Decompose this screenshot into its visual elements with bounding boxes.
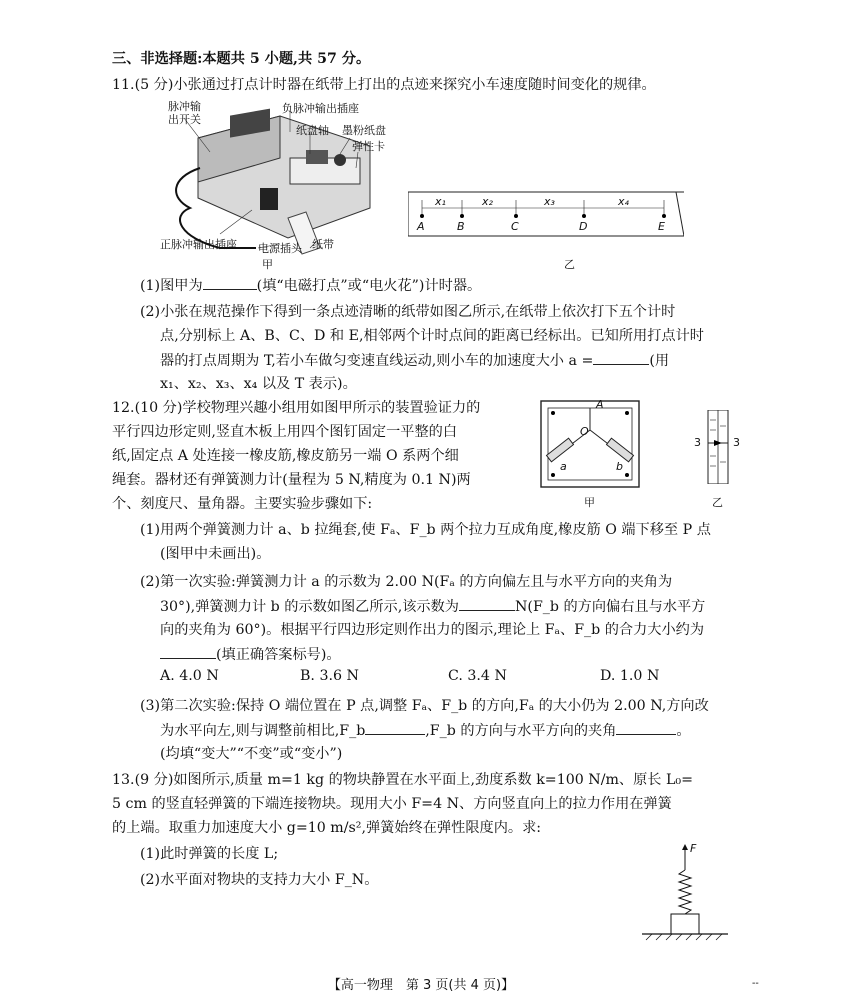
tape-dot-B: [460, 214, 464, 218]
q11-part2-line2: 点,分别标上 A、B、C、D 和 E,相邻两个计时点间的距离已经标出。已知所用打点计时: [160, 328, 704, 344]
q12-step1-line2: (图甲中未画出)。: [160, 546, 271, 562]
q13-part2: (2)水平面对物块的支持力大小 F_N。: [140, 872, 379, 888]
label-disc-axle: 纸盘轴: [296, 124, 329, 137]
label-paper-tape: 纸带: [312, 238, 334, 251]
label-pulse-switch: 脉冲输出开关: [168, 100, 201, 126]
q12-step3-line2: 为水平向左,则与调整前相比,F_b ,F_b 的方向与水平方向的夹角 。: [160, 720, 691, 741]
q11-part2-line4: x₁、x₂、x₃、x₄ 以及 T 表示)。: [160, 376, 357, 392]
q11-part2-line3: 器的打点周期为 T,若小车做匀变速直线运动,则小车的加速度大小 a = (用: [160, 350, 669, 371]
q13-line2: 5 cm 的竖直轻弹簧的下端连接物块。现用大小 F=4 N、方向竖直向上的拉力作用在弹簧: [112, 796, 672, 812]
corner-mark: --: [752, 978, 759, 989]
scale-mark-right: 3: [733, 436, 740, 449]
q12-line5: 个、刻度尺、量角器。主要实验步骤如下:: [112, 496, 373, 512]
q12-step2-line2: 30°),弹簧测力计 b 的示数如图乙所示,该示数为 N(F_b 的方向偏右且与水平方: [160, 596, 705, 617]
figure-caption-q12-yi: 乙: [712, 496, 723, 509]
q13-spring-figure: [640, 842, 730, 946]
q12-step3-line3: (均填“变大”“不变”或“变小”): [160, 746, 343, 762]
q12-step1-line1: (1)用两个弹簧测力计 a、b 拉绳套,使 Fₐ、F_b 两个拉力互成角度,橡皮筋 O 端下移至 P 点: [140, 522, 711, 538]
gap-x2: x₂: [482, 195, 493, 208]
tape-dot-C: [514, 214, 518, 218]
q12-option-b: B. 3.6 N: [300, 668, 359, 684]
gap-x3: x₃: [544, 195, 555, 208]
tape-dot-E: [662, 214, 666, 218]
tape-dot-D: [582, 214, 586, 218]
q12-step2-line4: (填正确答案标号)。: [160, 644, 341, 665]
q13-part1: (1)此时弹簧的长度 L;: [140, 846, 279, 862]
q13-line3: 的上端。取重力加速度大小 g=10 m/s²,弹簧始终在弹性限度内。求:: [112, 820, 542, 836]
q12-figure-yi: [706, 410, 730, 484]
q12-step2-line1: (2)第一次实验:弹簧测力计 a 的示数为 2.00 N(Fₐ 的方向偏左且与水平方向的夹角为: [140, 574, 673, 590]
q11-part1: (1)图甲为 (填“电磁打点”或“电火花”)计时器。: [140, 275, 481, 296]
board-label-a: a: [560, 460, 567, 473]
q13-line1: 13.(9 分)如图所示,质量 m=1 kg 的物块静置在水平面上,劲度系数 k=100 N/m、原长 L₀=: [112, 772, 694, 788]
q12-line1: 12.(10 分)学校物理兴趣小组用如图甲所示的装置验证力的: [112, 400, 481, 416]
q12-line4: 绳套。器材还有弹簧测力计(量程为 5 N,精度为 0.1 N)两: [112, 472, 471, 488]
scale-mark-left: 3: [694, 436, 701, 449]
label-pos-socket: 正脉冲输出插座: [160, 238, 237, 251]
label-neg-socket: 负脉冲输出插座: [282, 102, 359, 115]
point-label-A: A: [417, 220, 425, 233]
q12-option-c: C. 3.4 N: [448, 668, 507, 684]
board-label-O: O: [580, 425, 589, 438]
board-label-A: A: [596, 398, 604, 411]
q11-stem: 11.(5 分)小张通过打点计时器在纸带上打出的点迹来探究小车速度随时间变化的规律。: [112, 77, 656, 93]
label-ink-disc: 墨粉纸盘: [342, 124, 386, 137]
figure-caption-q12-jia: 甲: [584, 496, 595, 509]
gap-x4: x₄: [618, 195, 629, 208]
label-elastic-clip: 弹性卡: [352, 140, 385, 153]
q12-step2-line3: 向的夹角为 60°)。根据平行四边形定则作出力的图示,理论上 Fₐ、F_b 的合力大小约为: [160, 622, 705, 638]
q12-figure-jia: [540, 400, 640, 488]
q12-line3: 纸,固定点 A 处连接一橡皮筋,橡皮筋另一端 O 系两个细: [112, 448, 459, 464]
q11-part2-line1: (2)小张在规范操作下得到一条点迹清晰的纸带如图乙所示,在纸带上依次打下五个计时: [140, 304, 676, 320]
gap-x1: x₁: [435, 195, 446, 208]
figure-caption-yi: 乙: [564, 258, 575, 271]
force-label-F: F: [690, 842, 697, 855]
point-label-E: E: [658, 220, 665, 233]
section-title: 三、非选择题:本题共 5 小题,共 57 分。: [112, 51, 371, 67]
q12-step3-line1: (3)第二次实验:保持 O 端位置在 P 点,调整 Fₐ、F_b 的方向,Fₐ 的大小仍为 2.00 N,方向改: [140, 698, 709, 714]
figure-caption-jia: 甲: [262, 258, 273, 271]
q12-option-a: A. 4.0 N: [160, 668, 219, 684]
q12-option-d: D. 1.0 N: [600, 668, 660, 684]
board-label-b: b: [616, 460, 623, 473]
q12-line2: 平行四边形定则,竖直木板上用四个图钉固定一平整的白: [112, 424, 458, 440]
page-footer: 【高一物理 第 3 页(共 4 页)】: [327, 978, 515, 993]
label-power-plug: 电源插头: [258, 242, 302, 255]
point-label-C: C: [511, 220, 519, 233]
point-label-D: D: [579, 220, 588, 233]
tape-dot-A: [420, 214, 424, 218]
point-label-B: B: [457, 220, 465, 233]
